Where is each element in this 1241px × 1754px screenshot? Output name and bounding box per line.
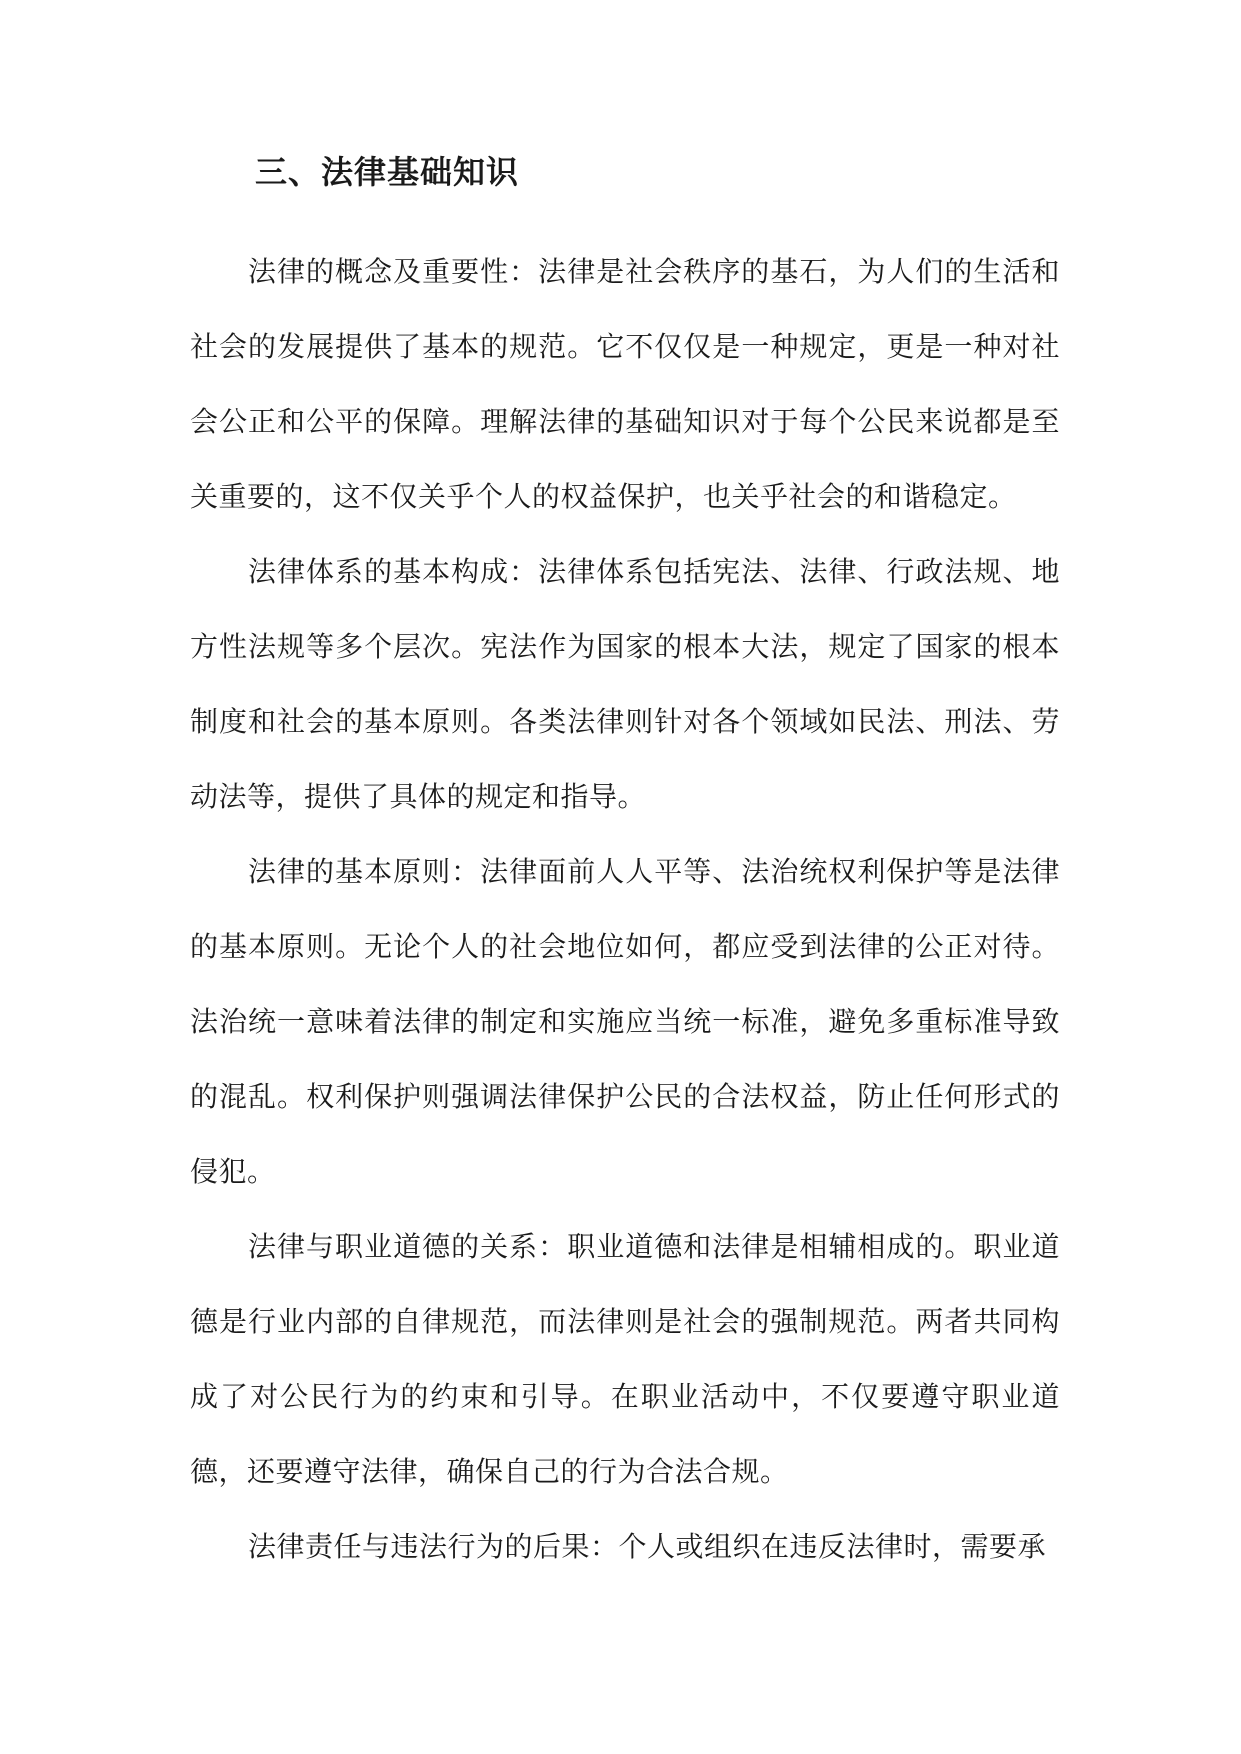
document-body	[190, 234, 1060, 1584]
section-heading: 三、法律基础知识	[255, 153, 520, 191]
paragraph-legal-concept: 法律的概念及重要性：法律是社会秩序的基石，为人们的生活和社会的发展提供了基本的规范。它不仅仅是一种规定，更是一种对社会公正和公平的保障。理解法律的基础知识对于每个公民来说都是至关重要的，这不仅关乎个人的权益保护，也关乎社会的和谐稳定。	[190, 255, 1060, 513]
paragraph-legal-liability: 法律责任与违法行为的后果：个人或组织在违反法律时，需要承	[248, 1530, 1047, 1563]
paragraph-legal-system: 法律体系的基本构成：法律体系包括宪法、法律、行政法规、地方性法规等多个层次。宪法作为国家的根本大法，规定了国家的根本制度和社会的基本原则。各类法律则针对各个领域如民法、刑法、劳动法等，提供了具体的规定和指导。	[190, 555, 1060, 813]
paragraph-law-and-ethics: 法律与职业道德的关系：职业道德和法律是相辅相成的。职业道德是行业内部的自律规范，而法律则是社会的强制规范。两者共同构成了对公民行为的约束和引导。在职业活动中，不仅要遵守职业道德，还要遵守法律，确保自己的行为合法合规。	[190, 1230, 1060, 1488]
paragraph-legal-principles: 法律的基本原则：法律面前人人平等、法治统权利保护等是法律的基本原则。无论个人的社会地位如何，都应受到法律的公正对待。法治统一意味着法律的制定和实施应当统一标准，避免多重标准导致的混乱。权利保护则强调法律保护公民的合法权益，防止任何形式的侵犯。	[190, 855, 1060, 1188]
